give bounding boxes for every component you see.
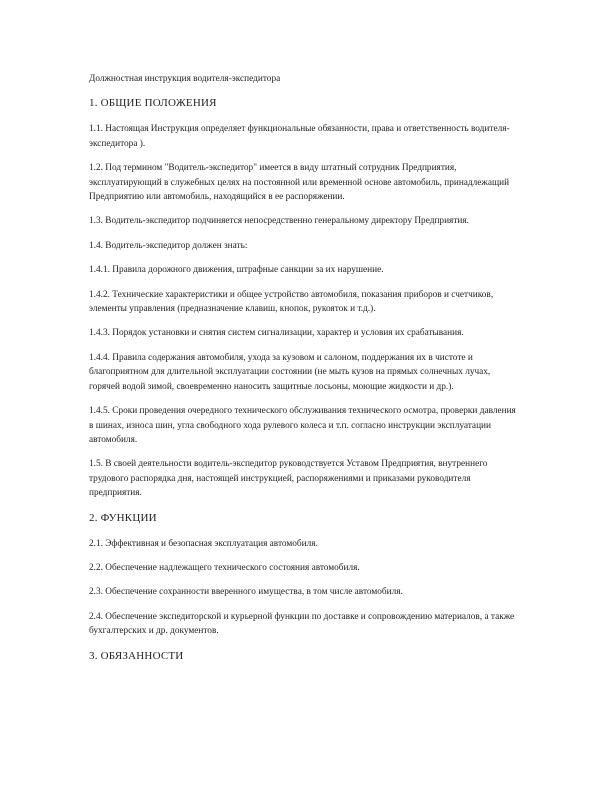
- section-heading-functions: 2. ФУНКЦИИ: [89, 511, 157, 524]
- document-title: Должностная инструкция водителя-экспедитора: [89, 74, 281, 84]
- paragraph-2-2: 2.2. Обеспечение надлежащего технического состояния автомобиля.: [89, 562, 360, 573]
- paragraph-2-1: 2.1. Эффективная и безопасная эксплуатация автомобиля.: [89, 538, 318, 549]
- paragraph-1-4-5: 1.4.5. Сроки проведения очередного технического обслуживания технического осмотра, проверки давления в шинах, износа шин, угла свободного хода рулевого колеса и т.п. согласно инструкции эксплуатации автомобиля.: [89, 406, 516, 445]
- paragraph-2-4: 2.4. Обеспечение экспедиторской и курьерной функции по доставке и сопровождению материалов, а также бухгалтерских и др. документов.: [89, 611, 515, 637]
- section-heading-general: 1. ОБЩИЕ ПОЛОЖЕНИЯ: [89, 97, 217, 110]
- paragraph-1-4-3: 1.4.3. Порядок установки и снятия систем сигнализации, характер и условия их срабатывания.: [89, 328, 464, 339]
- paragraph-1-4: 1.4. Водитель-экспедитор должен знать:: [89, 240, 248, 251]
- document-body: [89, 72, 521, 675]
- paragraph-2-3: 2.3. Обеспечение сохранности вверенного имущества, в том числе автомобиля.: [89, 587, 403, 598]
- section-heading-duties: 3. ОБЯЗАННОСТИ: [89, 649, 184, 662]
- paragraph-1-5: 1.5. В своей деятельности водитель-экспедитор руководствуется Уставом Предприятия, внутреннего трудового распорядка дня, настоящей инструкцией, распоряжениями и приказами руководителя предприятия.: [89, 459, 488, 499]
- paragraph-1-4-1: 1.4.1. Правила дорожного движения, штрафные санкции за их нарушение.: [89, 265, 384, 276]
- paragraph-1-3: 1.3. Водитель-экспедитор подчиняется непосредственно генеральному директору Предприятия.: [89, 216, 469, 227]
- paragraph-1-4-2: 1.4.2. Технические характеристики и общее устройство автомобиля, показания приборов и счетчиков, элементы управления (предназначение клавиш, кнопок, рукояток и т.д.).: [89, 289, 494, 315]
- paragraph-1-4-4: 1.4.4. Правила содержания автомобиля, ухода за кузовом и салоном, поддержания их в чистоте и благоприятном для длительной эксплуатации состоянии (не мыть кузов на прямых солнечных лучах, горячей водой зимой, своевременно наносить защитные лосьоны, моющие жидкости и др.).: [89, 352, 491, 392]
- paragraph-1-1: 1.1. Настоящая Инструкция определяет функциональные обязанности, права и ответственность водителя-экспедитора ).: [89, 124, 510, 149]
- paragraph-1-2: 1.2. Под термином "Водитель-экспедитор" имеется в виду штатный сотрудник Предприятия, эксплуатирующий в служебных целях на постоянной или временной основе автомобиль, принадлежащий Предприятию или автомобиль, находящийся в ее распоряжении.: [89, 163, 510, 203]
